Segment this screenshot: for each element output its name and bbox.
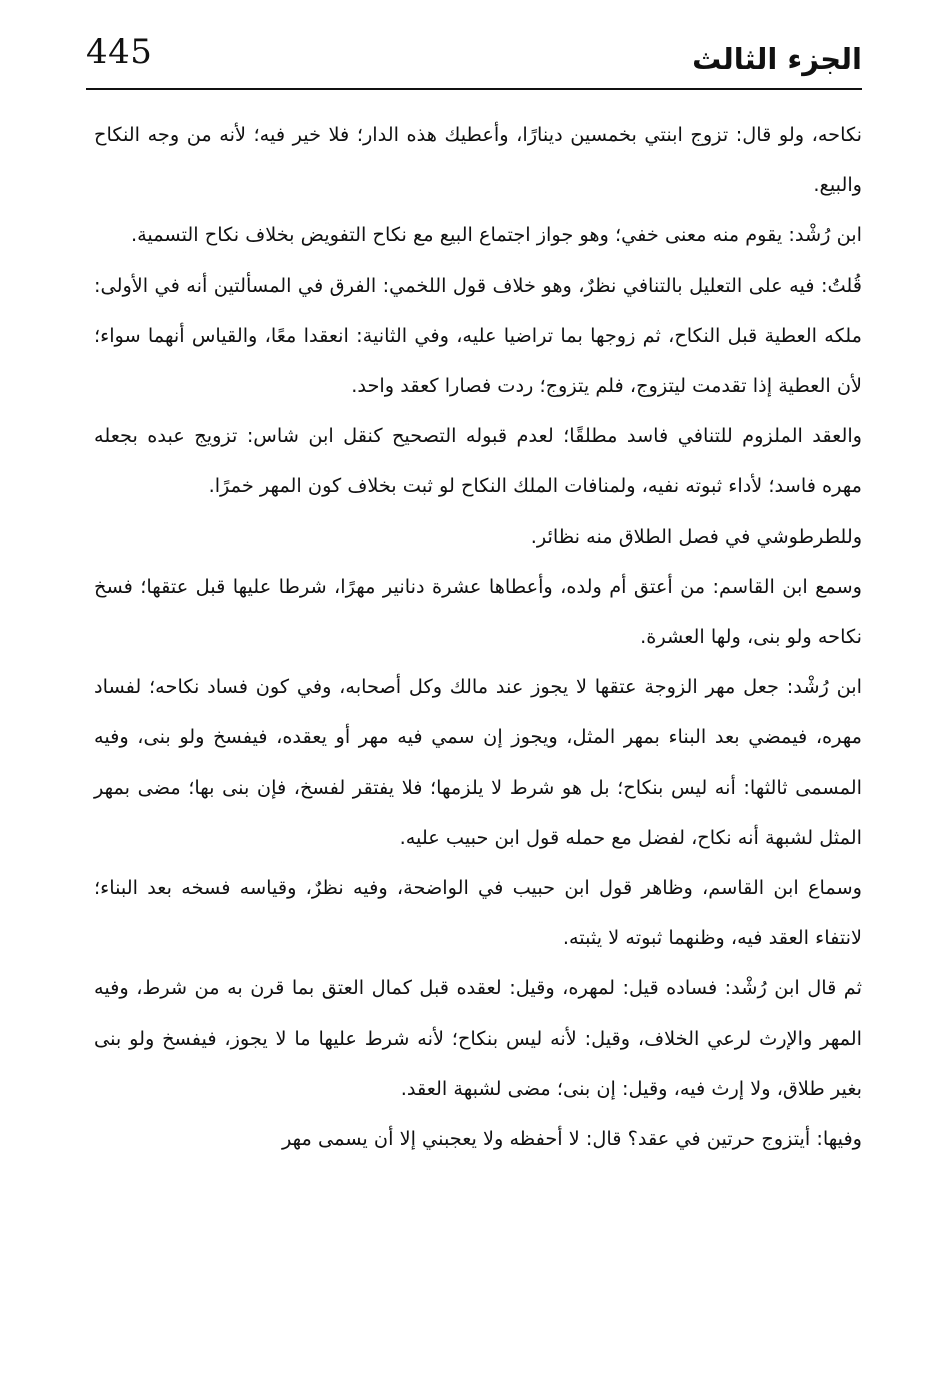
paragraph: ثم قال ابن رُشْد: فساده قيل: لمهره، وقيل: لعقده قبل كمال العتق بما قرن به من شرط، وفيه المهر والإرث لرعي الخلاف، وقيل: لأنه ليس بنكاح؛ لأنه شرط عليها ما لا يجوز، فيفسخ ولو بنى بغير طلاق، ولا إرث فيه، وقيل: إن بنى؛ مضى لشبهة العقد.	[94, 976, 862, 1100]
paragraph: وللطرطوشي في فصل الطلاق منه نظائر.	[530, 524, 862, 548]
body-text	[94, 110, 862, 1164]
paragraph: قُلتُ: فيه على التعليل بالتنافي نظرٌ، وهو خلاف قول اللخمي: الفرق في المسألتين أنه في الأولى: ملكه العطية قبل النكاح، ثم زوجها بما تراضيا عليه، وفي الثانية: انعقدا معًا، والقياس أنهما سواء؛ لأن العطية إذا تقدمت ليتزوج، فلم يتزوج؛ ردت فصارا كعقد واحد.	[94, 273, 862, 398]
paragraph: وسماع ابن القاسم، وظاهر قول ابن حبيب في الواضحة، وفيه نظرٌ، وقياسه فسخه بعد البناء؛ لانتفاء العقد فيه، وظنهما ثبوته لا يثبته.	[94, 876, 862, 950]
running-head: الجزء الثالث	[692, 42, 862, 76]
paragraph: ابن رُشْد: يقوم منه معنى خفي؛ وهو جواز اجتماع البيع مع نكاح التفويض بخلاف نكاح التسمية.	[130, 223, 862, 247]
paragraph: وفيها: أيتزوج حرتين في عقد؟ قال: لا أحفظه ولا يعجبني إلا أن يسمى مهر	[282, 1127, 862, 1151]
paragraph: والعقد الملزوم للتنافي فاسد مطلقًا؛ لعدم قبوله التصحيح كنقل ابن شاس: تزويج عبده بجعله مهره فاسد؛ لأداء ثبوته نفيه، ولمنافات الملك النكاح لو ثبت بخلاف كون المهر خمرًا.	[94, 424, 862, 498]
paragraph: ابن رُشْد: جعل مهر الزوجة عتقها لا يجوز عند مالك وكل أصحابه، وفي كون فساد نكاحه؛ لفساد مهره، فيمضي بعد البناء بمهر المثل، ويجوز إن سمي فيه مهر أو يعقده، فيفسخ ولو بنى، وفيه المسمى ثالثها: أنه ليس بنكاح؛ بل هو شرط لا يلزمها؛ فلا يفتقر لفسخ، فإن بنى بها؛ مضى بمهر المثل لشبهة أنه نكاح، لفضل مع حمله قول ابن حبيب عليه.	[94, 675, 862, 849]
paragraph: وسمع ابن القاسم: من أعتق أم ولده، وأعطاها عشرة دنانير مهرًا، شرطا عليها قبل عتقها؛ فسخ نكاحه ولو بنى، ولها العشرة.	[94, 574, 862, 649]
header-rule	[86, 88, 862, 90]
page-header	[86, 28, 862, 98]
paragraph: نكاحه، ولو قال: تزوج ابنتي بخمسين دينارًا، وأعطيك هذه الدار؛ فلا خير فيه؛ لأنه من وجه النكاح والبيع.	[94, 123, 862, 197]
page-number: 445	[86, 32, 153, 72]
